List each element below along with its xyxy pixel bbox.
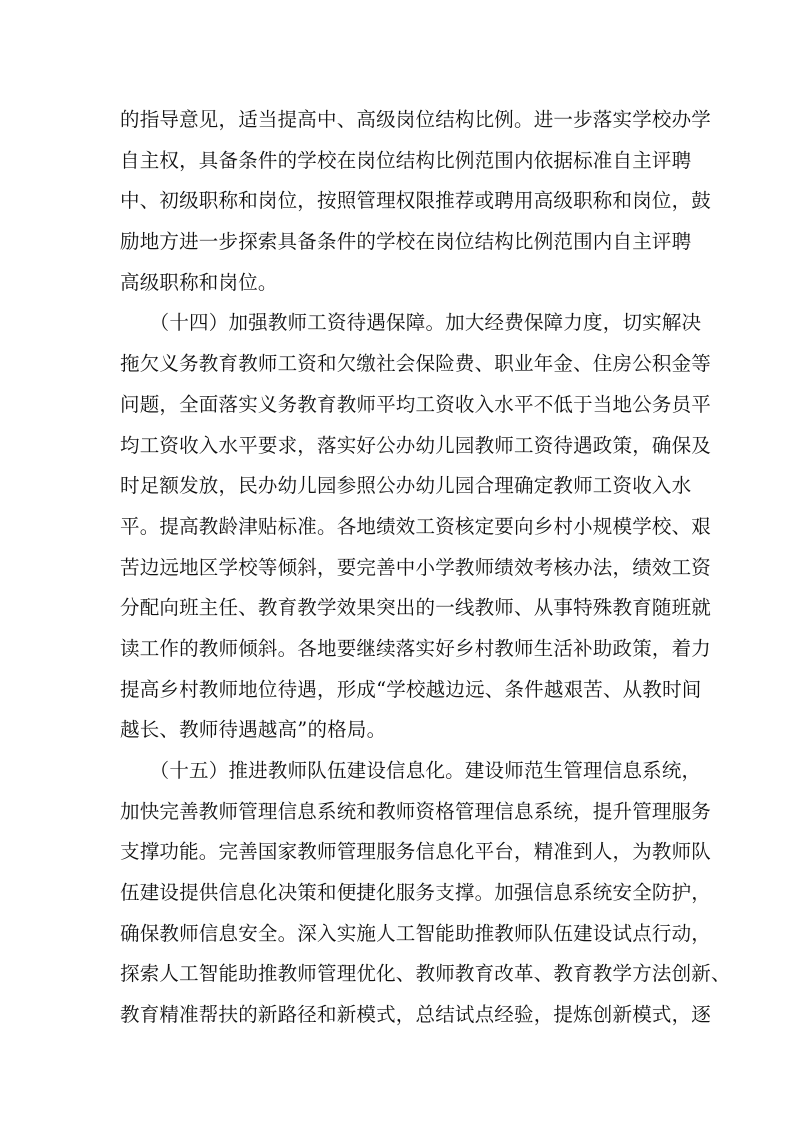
text-line: 加快完善教师管理信息系统和教师资格管理信息系统，提升管理服务 bbox=[120, 799, 712, 823]
text-line: 探索人工智能助推教师管理优化、教师教育改革、教育教学方法创新、 bbox=[120, 962, 731, 986]
text-line: 确保教师信息安全。深入实施人工智能助推教师队伍建设试点行动， bbox=[120, 921, 712, 945]
text-line: 均工资收入水平要求，落实好公办幼儿园教师工资待遇政策，确保及 bbox=[120, 433, 712, 457]
text-line: 自主权，具备条件的学校在岗位结构比例范围内依据标准自主评聘 bbox=[120, 148, 692, 172]
text-line: 高级职称和岗位。 bbox=[120, 270, 278, 294]
text-line: 支撑功能。完善国家教师管理服务信息化平台，精准到人，为教师队 bbox=[120, 840, 712, 864]
text-line: 读工作的教师倾斜。各地要继续落实好乡村教师生活补助政策，着力 bbox=[120, 636, 712, 660]
text-line: 越长、教师待遇越高”的格局。 bbox=[120, 718, 387, 742]
text-line: 提高乡村教师地位待遇，形成“学校越边远、条件越艰苦、从教时间 bbox=[120, 677, 702, 701]
text-line: 苦边远地区学校等倾斜，要完善中小学教师绩效考核办法，绩效工资 bbox=[120, 555, 712, 579]
body-text bbox=[120, 100, 731, 1036]
text-line: 平。提高教龄津贴标准。各地绩效工资核定要向乡村小规模学校、艰 bbox=[120, 514, 712, 538]
text-line: 拖欠义务教育教师工资和欠缴社会保险费、职业年金、住房公积金等 bbox=[120, 352, 712, 376]
text-line: （十五）推进教师队伍建设信息化。建设师范生管理信息系统， bbox=[120, 759, 702, 782]
text-line: 分配向班主任、教育教学效果突出的一线教师、从事特殊教育随班就 bbox=[120, 596, 712, 620]
text-line: （十四）加强教师工资待遇保障。加大经费保障力度，切实解决 bbox=[120, 311, 702, 335]
text-line: 中、初级职称和岗位，按照管理权限推荐或聘用高级职称和岗位，鼓 bbox=[120, 189, 712, 213]
text-line: 问题，全面落实义务教育教师平均工资收入水平不低于当地公务员平 bbox=[120, 392, 712, 416]
text-line: 的指导意见，适当提高中、高级岗位结构比例。进一步落实学校办学 bbox=[120, 108, 712, 131]
text-line: 伍建设提供信息化决策和便捷化服务支撑。加强信息系统安全防护， bbox=[120, 881, 712, 905]
text-line: 教育精准帮扶的新路径和新模式，总结试点经验，提炼创新模式，逐 bbox=[120, 1003, 712, 1027]
text-line: 励地方进一步探索具备条件的学校在岗位结构比例范围内自主评聘 bbox=[120, 230, 692, 254]
text-line: 时足额发放，民办幼儿园参照公办幼儿园合理确定教师工资收入水 bbox=[120, 474, 692, 498]
